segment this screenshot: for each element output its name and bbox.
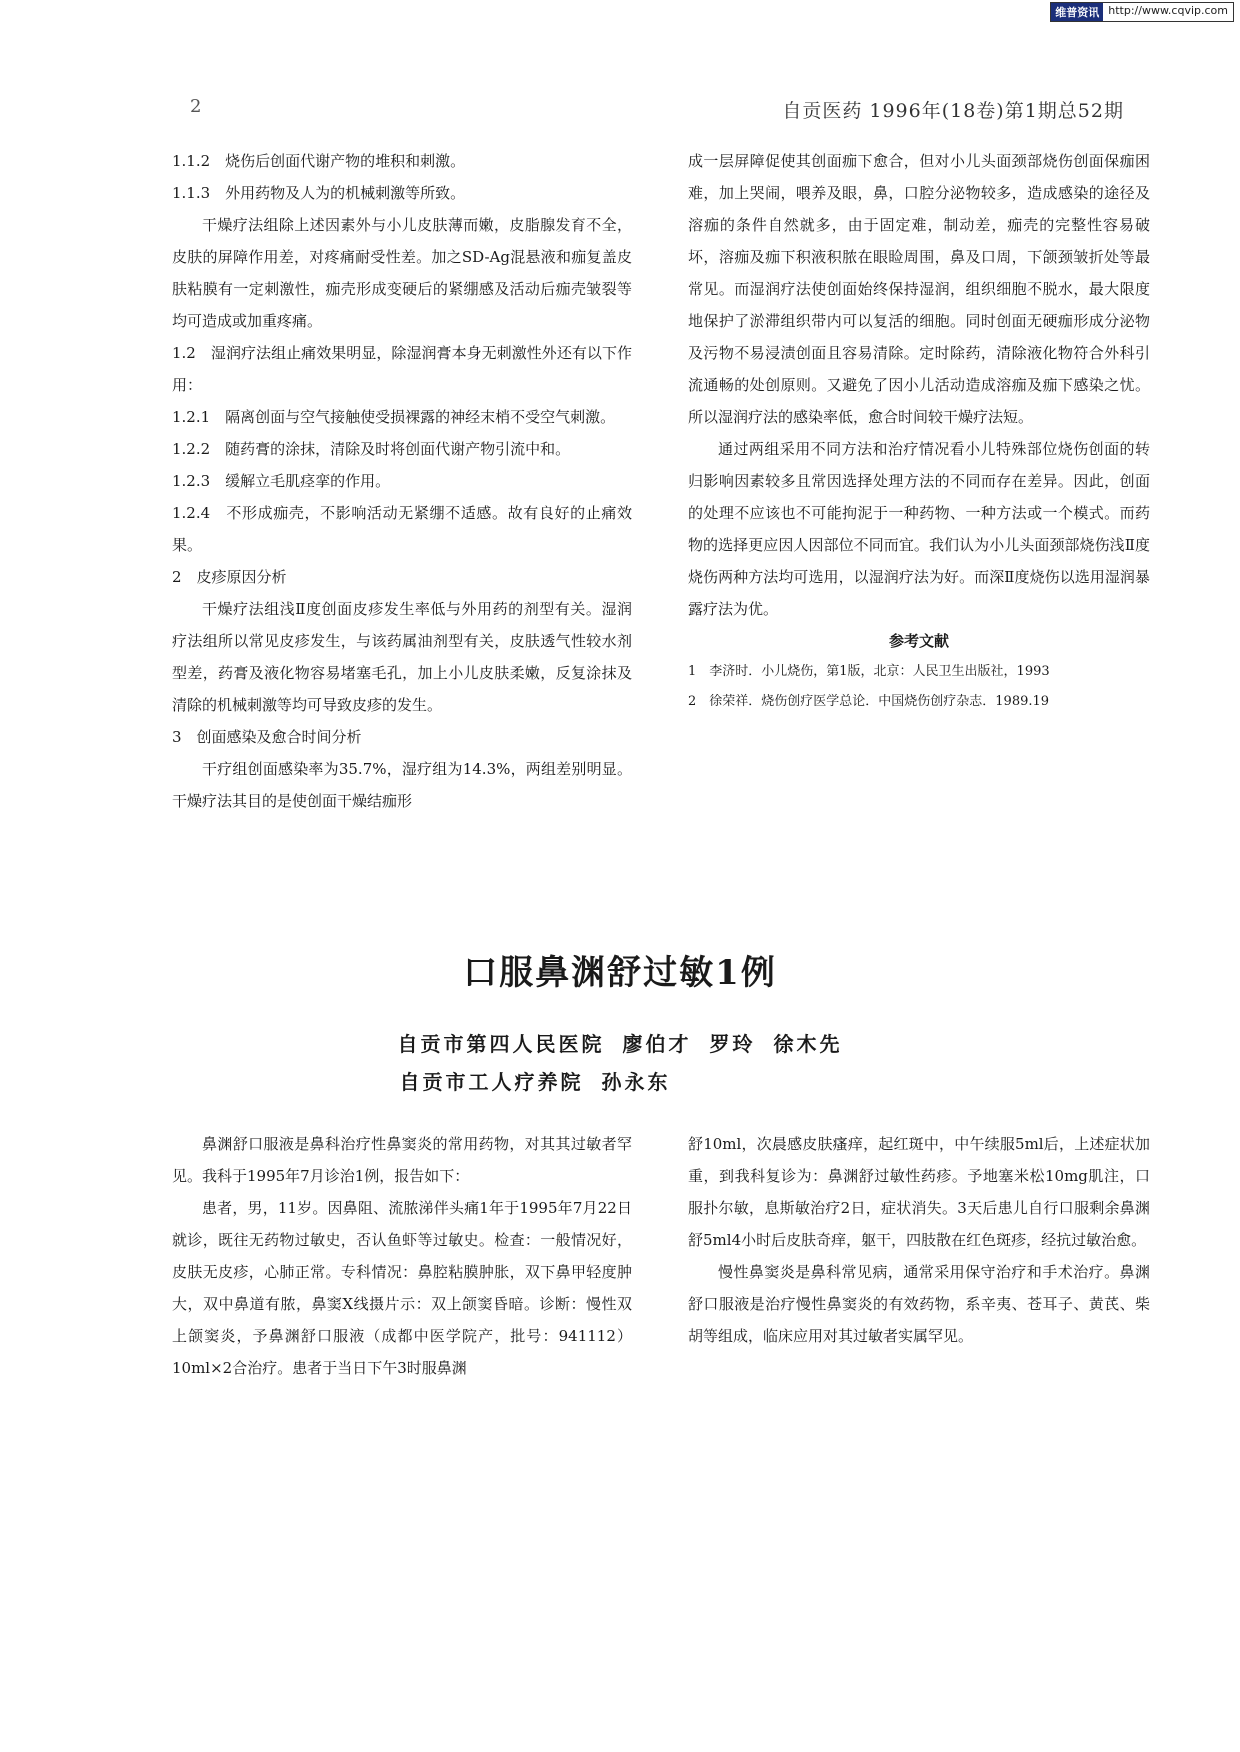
reference-item: 2 徐荣祥．烧伤创疗医学总论．中国烧伤创疗杂志．1989.19	[688, 694, 1050, 709]
paragraph: 1.1.3 外用药物及人为的机械刺激等所致。	[172, 184, 466, 202]
reference-item: 1 李济时．小儿烧伤，第1版，北京：人民卫生出版社，1993	[688, 664, 1050, 679]
paragraph: 患者，男，11岁。因鼻阻、流脓涕伴头痛1年于1995年7月22日就诊，既往无药物过敏史，否认鱼虾等过敏史。检查：一般情况好，皮肤无皮疹，心肺正常。专科情况：鼻腔粘膜肿胀，双下鼻甲轻度肿大，双中鼻道有脓，鼻窦X线摄片示：双上颌窦昏暗。诊断：慢性双上颌窦炎，予鼻渊舒口服液（成都中医学院产，批号：941112）10ml×2合治疗。患者于当日下午3时服鼻渊	[172, 1199, 632, 1377]
author-name: 罗玲	[709, 1032, 756, 1056]
paragraph: 1.2.2 随药膏的涂抹，清除及时将创面代谢产物引流中和。	[172, 440, 571, 458]
section-heading: 2 皮疹原因分析	[172, 568, 287, 586]
paragraph: 鼻渊舒口服液是鼻科治疗性鼻窦炎的常用药物，对其其过敏者罕见。我科于1995年7月诊治1例，报告如下：	[172, 1135, 632, 1185]
paragraph: 1.2 湿润疗法组止痛效果明显，除湿润膏本身无刺激性外还有以下作用：	[172, 344, 632, 394]
references-list	[688, 657, 1150, 717]
affiliation-row	[0, 1025, 1240, 1063]
paragraph: 干疗组创面感染率为35.7%，湿疗组为14.3%，两组差别明显。干燥疗法其目的是使创面干燥结痂形	[172, 760, 632, 810]
watermark-brand: 维普资讯	[1051, 3, 1103, 21]
article1-right-column	[688, 145, 1150, 717]
author-name: 孙永东	[601, 1070, 671, 1094]
author-block	[0, 1025, 1240, 1101]
journal-header: 自贡医药 1996年(18卷)第1期总52期	[782, 100, 1124, 122]
author-name: 廖伯才	[622, 1032, 692, 1056]
page-number: 2	[190, 96, 202, 117]
section-heading: 3 创面感染及愈合时间分析	[172, 728, 362, 746]
paragraph: 干燥疗法组浅Ⅱ度创面皮疹发生率低与外用药的剂型有关。湿润疗法组所以常见皮疹发生，与该药属油剂型有关，皮肤透气性较水剂型差，药膏及液化物容易堵塞毛孔，加上小儿皮肤柔嫩，反复涂抹及清除的机械刺激等均可导致皮疹的发生。	[172, 600, 632, 714]
watermark[interactable]	[1050, 2, 1234, 22]
article-title: 口服鼻渊舒过敏1例	[463, 953, 777, 993]
affiliation-row	[0, 1063, 1070, 1101]
affiliation: 自贡市工人疗养院	[399, 1070, 584, 1094]
paragraph: 干燥疗法组除上述因素外与小儿皮肤薄而嫩，皮脂腺发育不全，皮肤的屏障作用差，对疼痛耐受性差。加之SD-Ag混悬液和痂复盖皮肤粘膜有一定刺激性，痂壳形成变硬后的紧绷感及活动后痂壳皱裂等均可造成或加重疼痛。	[172, 216, 632, 330]
paragraph: 1.2.1 隔离创面与空气接触使受损裸露的神经末梢不受空气刺激。	[172, 408, 616, 426]
paragraph: 通过两组采用不同方法和治疗情况看小儿特殊部位烧伤创面的转归影响因素较多且常因选择处理方法的不同而存在差异。因此，创面的处理不应该也不可能拘泥于一种药物、一种方法或一个模式。而药物的选择更应因人因部位不同而宜。我们认为小儿头面颈部烧伤浅Ⅱ度烧伤两种方法均可选用，以湿润疗法为好。而深Ⅱ度烧伤以选用湿润暴露疗法为优。	[688, 440, 1150, 618]
article2-right-column	[688, 1128, 1150, 1352]
article1-left-column	[172, 145, 632, 817]
paragraph: 1.2.4 不形成痂壳，不影响活动无紧绷不适感。故有良好的止痛效果。	[172, 504, 632, 554]
paragraph: 成一层屏障促使其创面痂下愈合，但对小儿头面颈部烧伤创面保痂困难，加上哭闹，喂养及眼，鼻，口腔分泌物较多，造成感染的途径及溶痂的条件自然就多，由于固定难，制动差，痂壳的完整性容易破坏，溶痂及痂下积液积脓在眼睑周围，鼻及口周，下颌颈皱折处等最常见。而湿润疗法使创面始终保持湿润，组织细胞不脱水，最大限度地保护了淤滞组织带内可以复活的细胞。同时创面无硬痂形成分泌物及污物不易浸渍创面且容易清除。定时除药，清除液化物符合外科引流通畅的处创原则。又避免了因小儿活动造成溶痂及痂下感染之忧。所以湿润疗法的感染率低，愈合时间较干燥疗法短。	[688, 152, 1150, 426]
author-name: 徐木先	[773, 1032, 843, 1056]
references-title: 参考文献	[888, 632, 949, 650]
watermark-url[interactable]: http://www.cqvip.com	[1108, 4, 1228, 17]
affiliation: 自贡市第四人民医院	[397, 1032, 605, 1056]
paragraph: 慢性鼻窦炎是鼻科常见病，通常采用保守治疗和手术治疗。鼻渊舒口服液是治疗慢性鼻窦炎的有效药物，系辛夷、苍耳子、黄芪、柴胡等组成，临床应用对其过敏者实属罕见。	[688, 1263, 1150, 1345]
paragraph: 1.1.2 烧伤后创面代谢产物的堆积和刺激。	[172, 152, 466, 170]
paragraph: 舒10ml，次晨感皮肤瘙痒，起红斑中，中午续服5ml后，上述症状加重，到我科复诊为：鼻渊舒过敏性药疹。予地塞米松10mg肌注，口服扑尔敏，息斯敏治疗2日，症状消失。3天后患儿自行口服剩余鼻渊舒5ml4小时后皮肤奇痒，躯干，四肢散在红色斑疹，经抗过敏治愈。	[688, 1135, 1150, 1249]
paragraph: 1.2.3 缓解立毛肌痉挛的作用。	[172, 472, 391, 490]
article2-left-column	[172, 1128, 632, 1384]
